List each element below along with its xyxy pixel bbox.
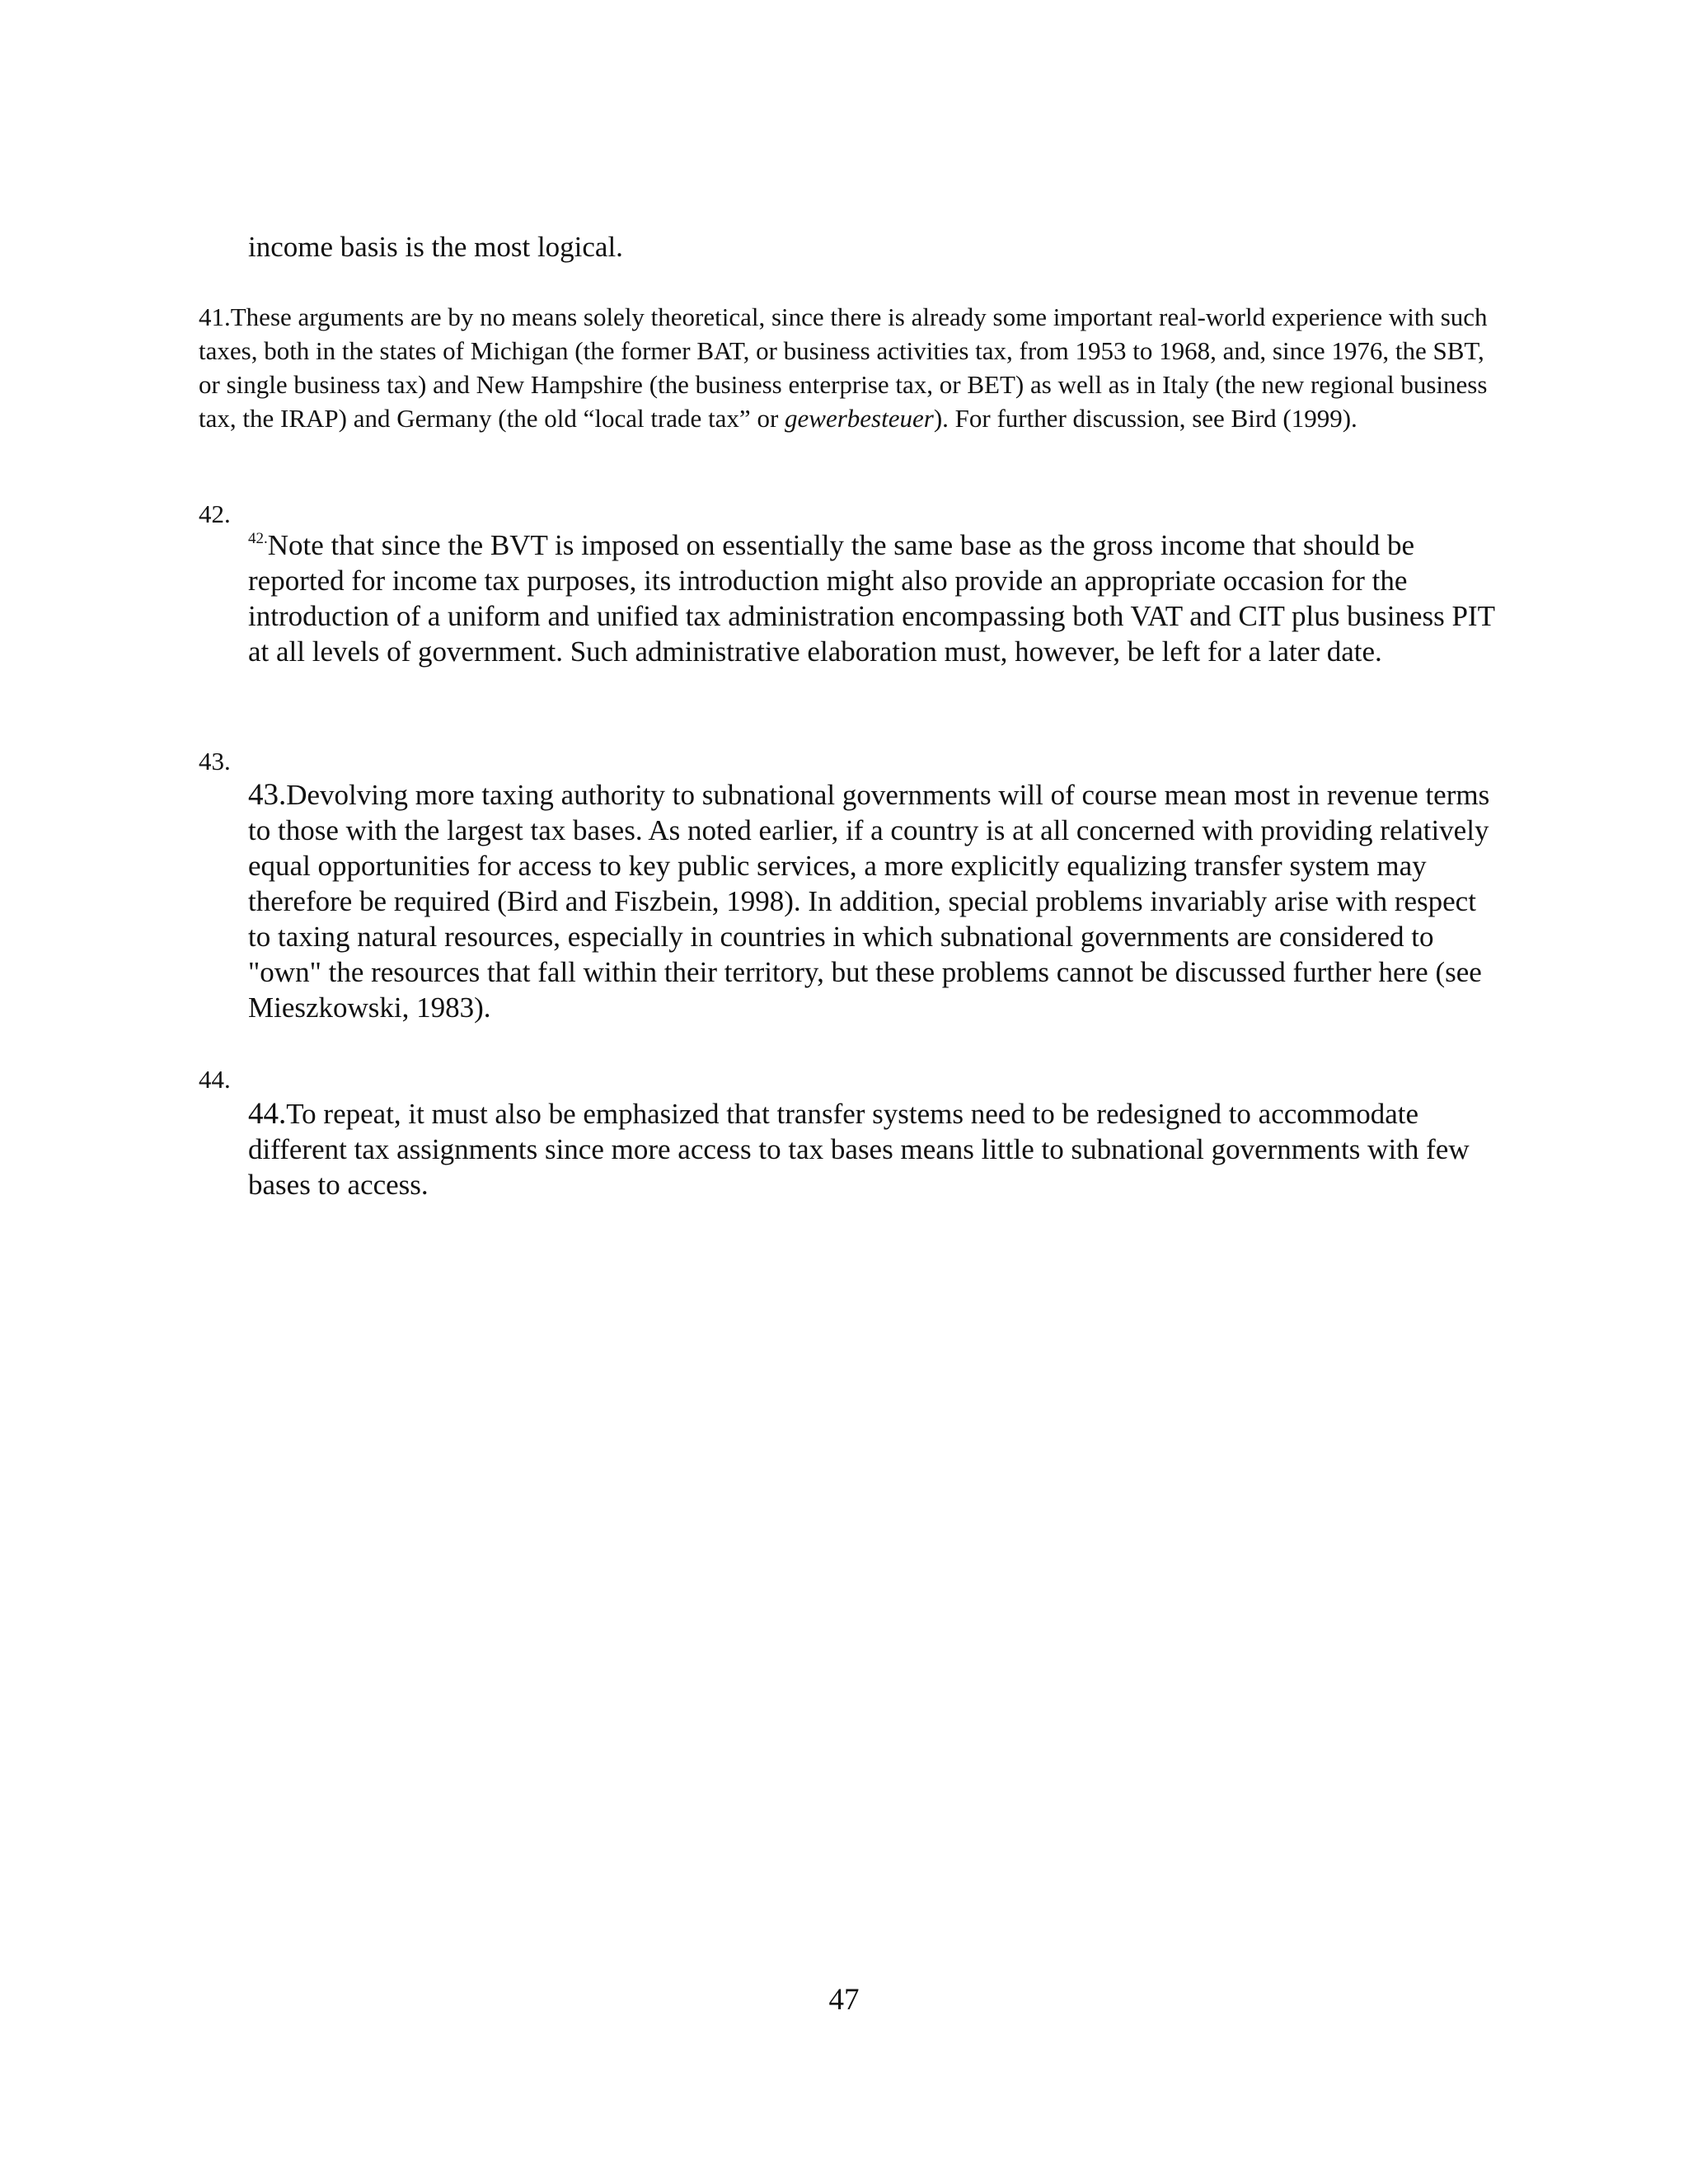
footnote-44-number: 44. <box>199 1065 231 1094</box>
page-number: 47 <box>828 1983 860 2017</box>
footnote-44-body <box>248 1096 1501 1202</box>
footnote-41-text-end: ). For further discussion, see Bird (1999). <box>933 404 1357 433</box>
footnote-43-number: 43. <box>199 747 231 776</box>
footnote-41-text-start: 41.These arguments are by no means solely theoretical, since there is already some important real-world experience with such taxes, both in the states of Michigan (the former BAT, or business activities tax, from 1953 to 1968, and, since 1976, the SBT, or single business tax) and New Hampshire (the business enterprise tax, or BET) as well as in Italy (the new regional business tax, the IRAP) and Germany (the old “local trade tax” or <box>199 302 1488 433</box>
footnote-44-text: To repeat, it must also be emphasized that transfer systems need to be redesigned to accommodate different tax assignments since more access to tax bases means little to subnational governments with few bases to access. <box>248 1098 1470 1201</box>
footnote-44-lead: 44. <box>248 1097 287 1131</box>
footnote-43-text: Devolving more taxing authority to subnational governments will of course mean most in revenue terms to those with the largest tax bases. As noted earlier, if a country is at all concerned with providing relatively equal opportunities for access to key public services, a more explicitly equalizing transfer system may therefore be required (Bird and Fiszbein, 1998). In addition, special problems invariably arise with respect to taxing natural resources, especially in countries in which subnational governments are considered to "own" the resources that fall within their territory, but these problems cannot be discussed further here (see Mieszkowski, 1983). <box>248 779 1490 1024</box>
footnote-43-lead: 43. <box>248 778 287 812</box>
footnote-42-number: 42. <box>199 499 231 528</box>
footnote-41 <box>199 300 1501 435</box>
footnote-42-body <box>248 527 1501 669</box>
footnote-42-text: Note that since the BVT is imposed on essentially the same base as the gross income that should be reported for income tax purposes, its introduction might also provide an appropriate occasion for the introduction of a uniform and unified tax administration encompassing both VAT and CIT plus business PIT at all levels of government. Such administrative elaboration must, however, be left for a later date. <box>248 529 1495 668</box>
footnote-43-body <box>248 777 1501 1025</box>
footnote-41-italic-term: gewerbesteuer <box>785 404 934 433</box>
continuation-paragraph: income basis is the most logical. <box>248 231 623 263</box>
footnote-42-superscript: 42. <box>248 530 268 547</box>
